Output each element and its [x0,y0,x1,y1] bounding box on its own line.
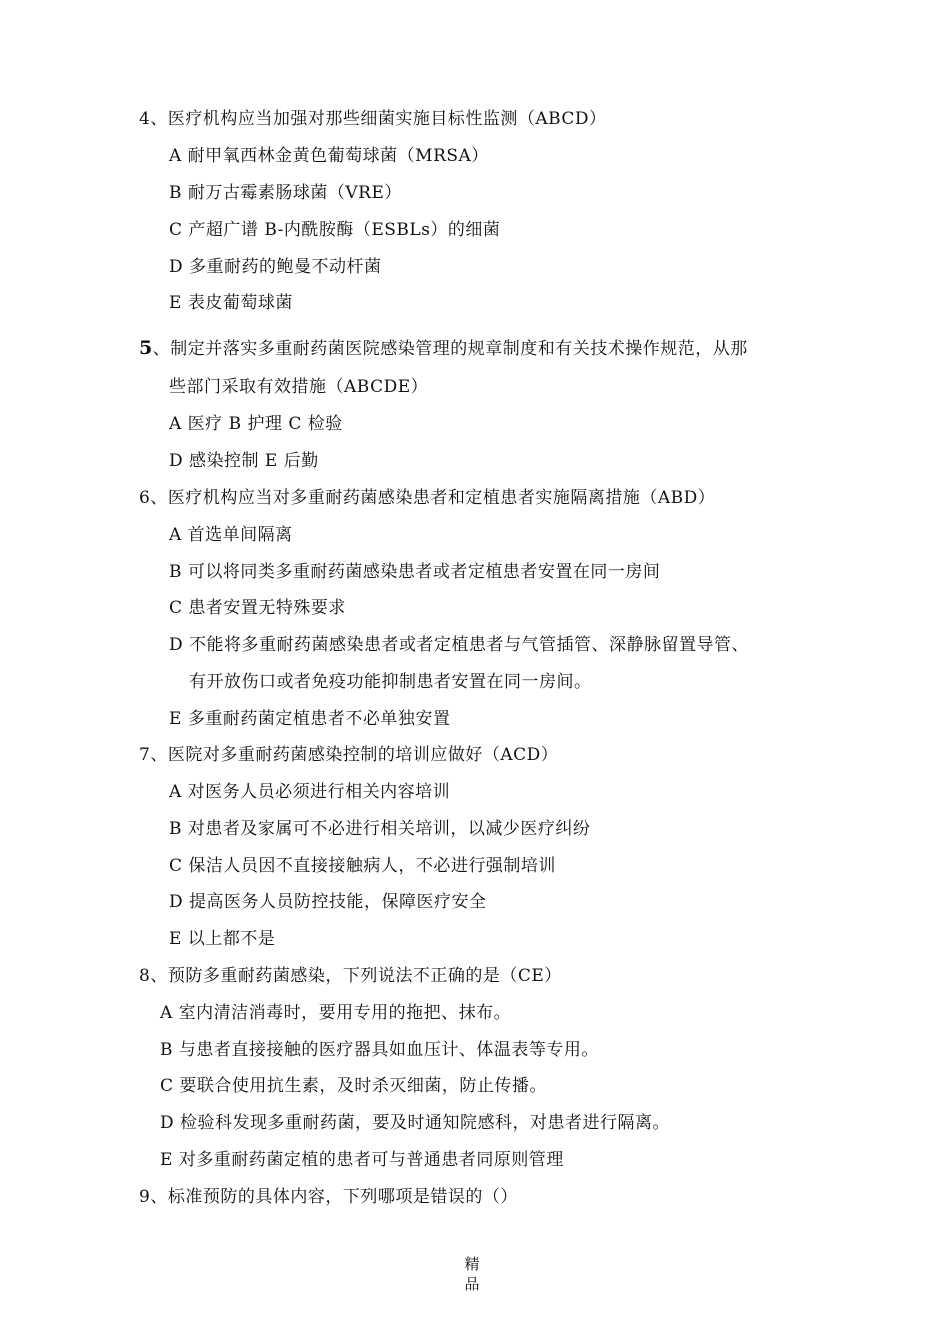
question-6-option-c: C 患者安置无特殊要求 [169,598,346,618]
question-5-stem-text: 、制定并落实多重耐药菌医院感染管理的规章制度和有关技术操作规范，从那 [152,339,748,359]
question-8-stem: 8、预防多重耐药菌感染，下列说法不正确的是（CE） [139,966,562,986]
question-4-option-a: A 耐甲氧西林金黄色葡萄球菌（MRSA） [169,146,489,166]
question-4-option-c: C 产超广谱 B-内酰胺酶（ESBLs）的细菌 [169,220,501,240]
question-5-stem-line-2: 些部门采取有效措施（ABCDE） [169,377,429,397]
question-8-option-e: E 对多重耐药菌定植的患者可与普通患者同原则管理 [160,1150,564,1170]
question-7-option-e: E 以上都不是 [169,929,276,949]
question-6-option-d-continued: 有开放伤口或者免疫功能抑制患者安置在同一房间。 [189,672,592,692]
footer-char-2: 品 [464,1275,480,1293]
question-6-option-d: D 不能将多重耐药菌感染患者或者定植患者与气管插管、深静脉留置导管、 [169,635,750,655]
question-5-option-abc: A 医疗 B 护理 C 检验 [169,414,343,434]
question-7-option-c: C 保洁人员因不直接接触病人，不必进行强制培训 [169,856,556,876]
question-7-option-a: A 对医务人员必须进行相关内容培训 [169,782,451,802]
question-7-stem: 7、医院对多重耐药菌感染控制的培训应做好（ACD） [139,745,559,765]
question-5-number: 5 [139,337,153,359]
question-7-option-b: B 对患者及家属可不必进行相关培训，以减少医疗纠纷 [169,819,591,839]
question-6-stem: 6、医疗机构应当对多重耐药菌感染患者和定植患者实施隔离措施（ABD） [139,488,716,508]
question-6-option-a: A 首选单间隔离 [169,525,293,545]
question-4-option-d: D 多重耐药的鲍曼不动杆菌 [169,257,382,277]
question-8-option-a: A 室内清洁消毒时，要用专用的拖把、抹布。 [160,1003,512,1023]
question-5-option-de: D 感染控制 E 后勤 [169,451,319,471]
question-5-stem-line-1 [139,337,748,360]
question-7-option-d: D 提高医务人员防控技能，保障医疗安全 [169,892,487,912]
question-6-option-e: E 多重耐药菌定植患者不必单独安置 [169,709,451,729]
question-4-stem: 4、医疗机构应当加强对那些细菌实施目标性监测（ABCD） [139,109,607,129]
question-4-option-e: E 表皮葡萄球菌 [169,293,293,313]
question-8-option-b: B 与患者直接接触的医疗器具如血压计、体温表等专用。 [160,1040,599,1060]
footer-char-1: 精 [464,1255,480,1273]
question-9-stem: 9、标准预防的具体内容，下列哪项是错误的（） [139,1187,518,1207]
question-8-option-c: C 要联合使用抗生素，及时杀灭细菌，防止传播。 [160,1076,547,1096]
question-6-option-b: B 可以将同类多重耐药菌感染患者或者定植患者安置在同一房间 [169,562,661,582]
question-4-option-b: B 耐万古霉素肠球菌（VRE） [169,183,402,203]
question-8-option-d: D 检验科发现多重耐药菌，要及时通知院感科，对患者进行隔离。 [160,1113,671,1133]
